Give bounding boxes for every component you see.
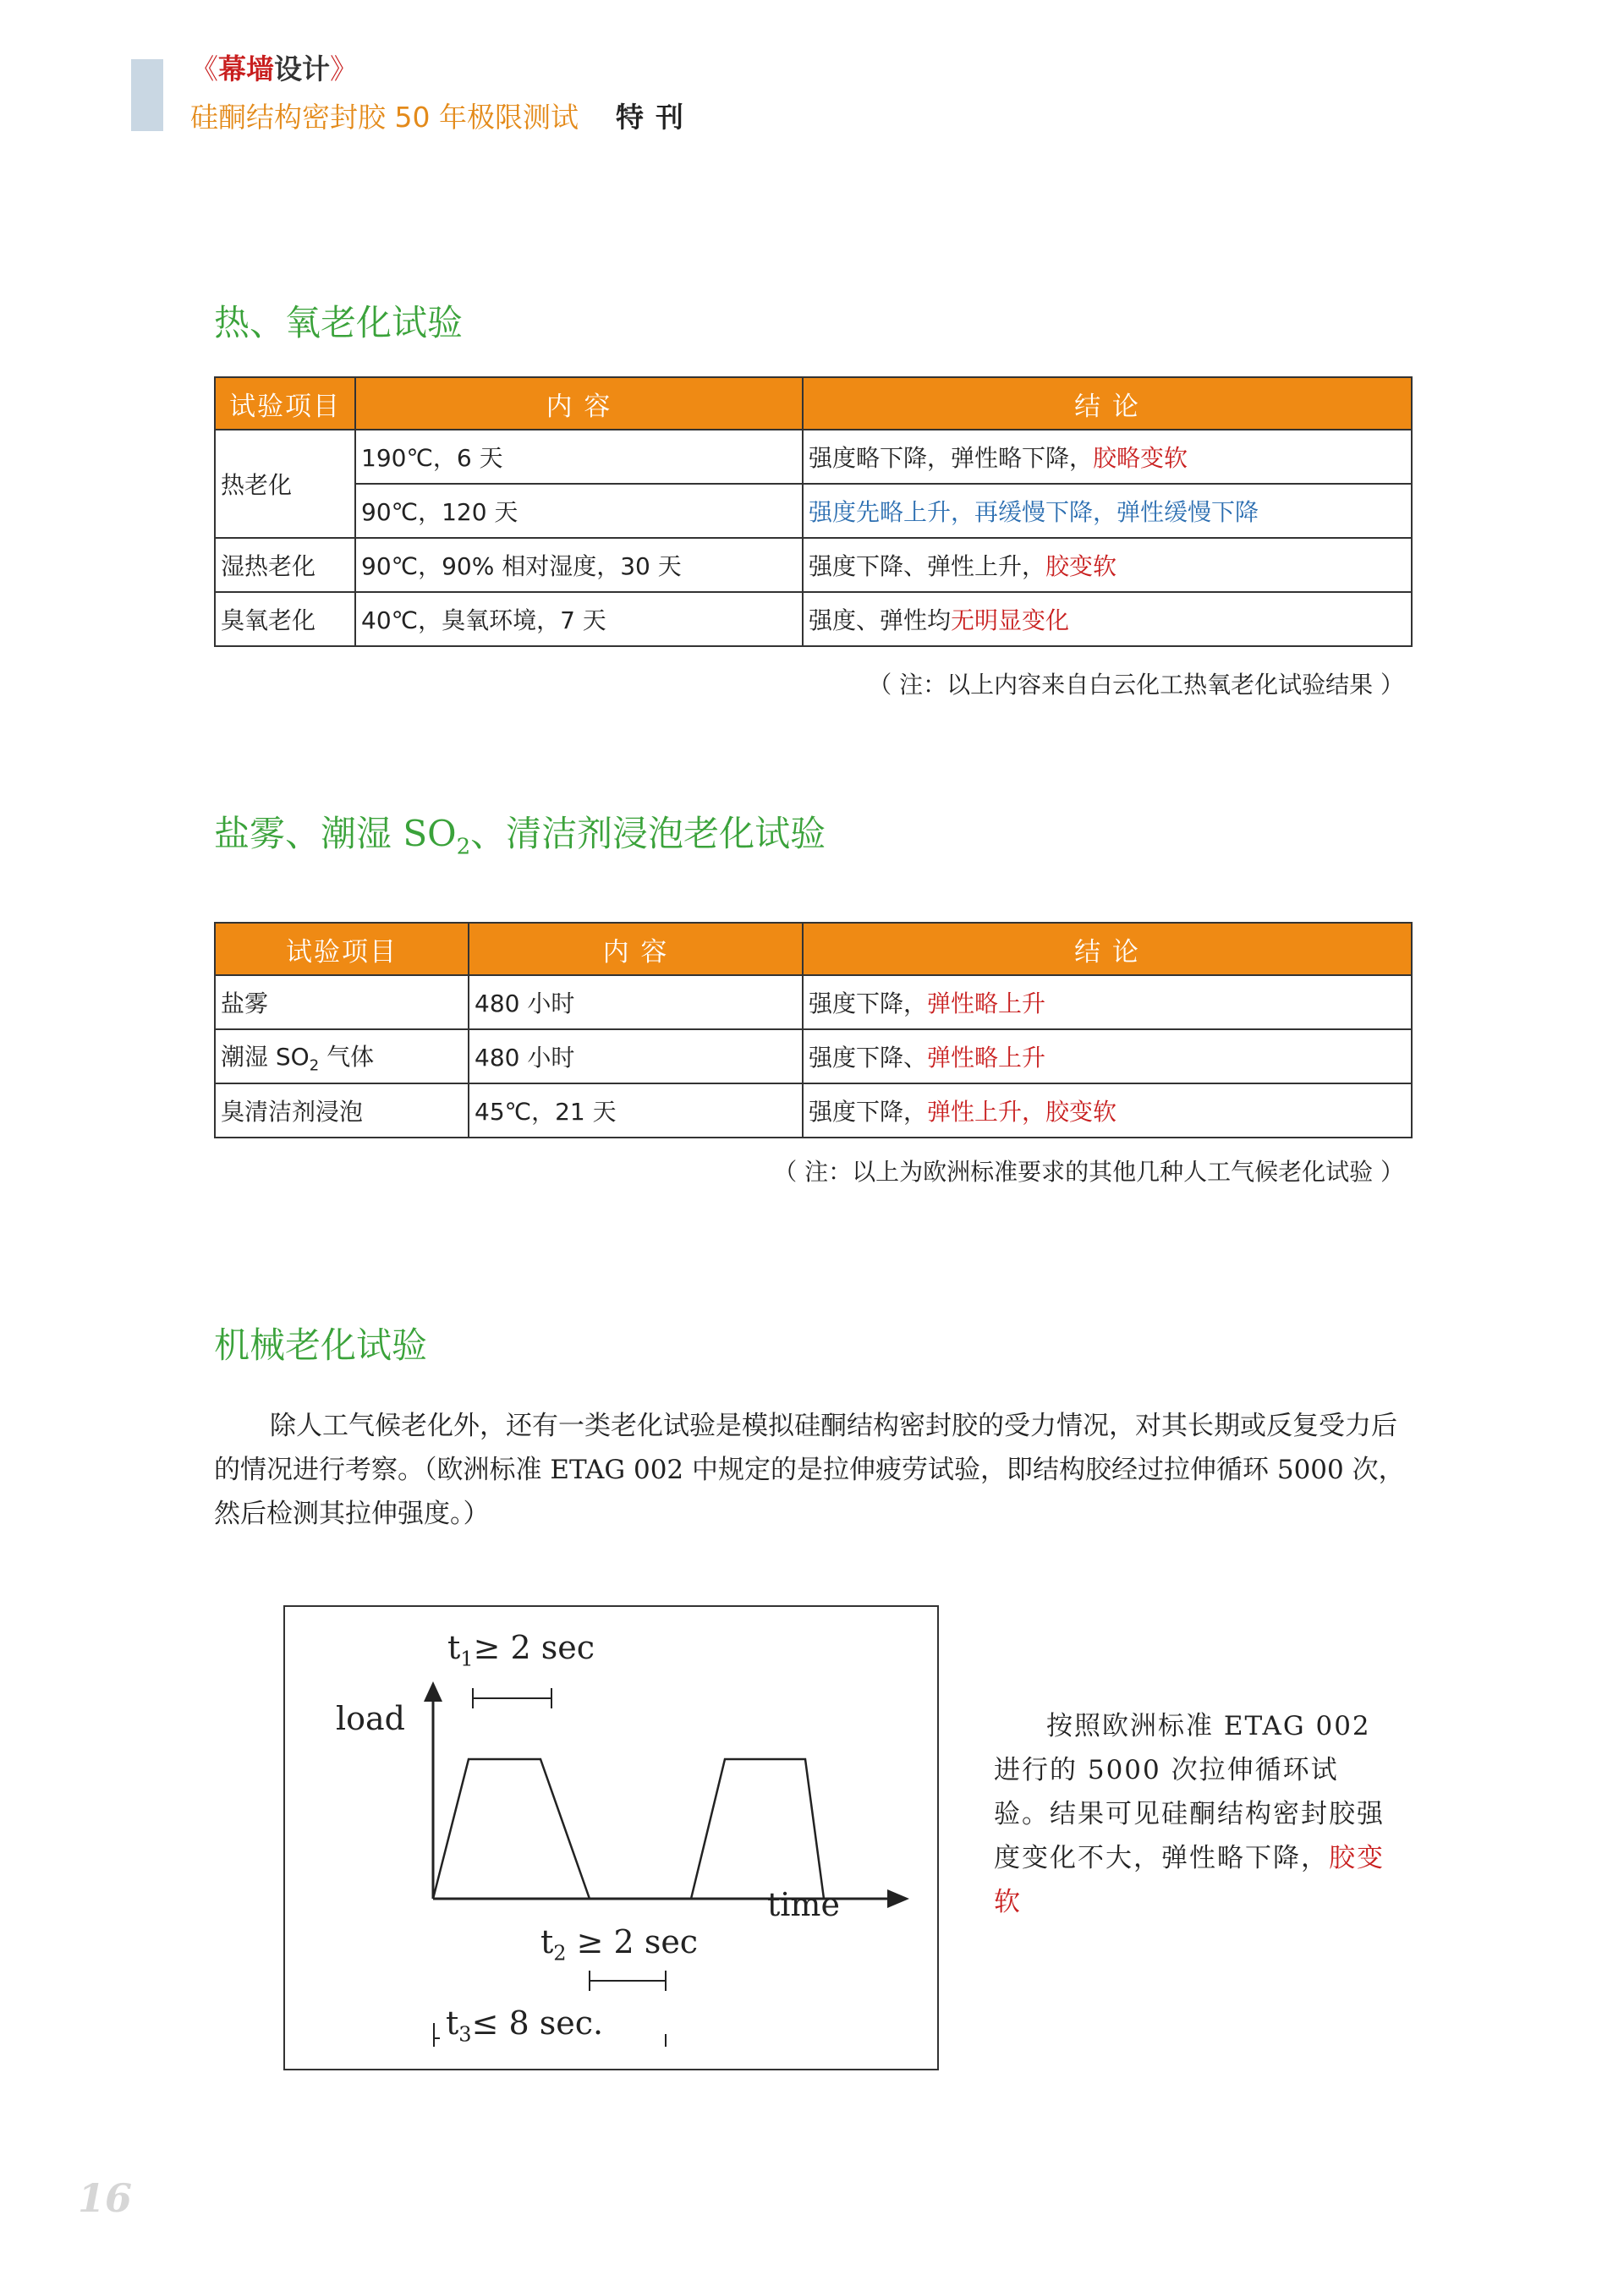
t1-rest: ≥ 2 sec xyxy=(473,1629,595,1666)
diagram-svg xyxy=(285,1607,941,2072)
t1-label xyxy=(447,1629,595,1678)
conclusion-highlight: 胶略变软 xyxy=(1093,444,1188,472)
cell-item: 湿热老化 xyxy=(215,538,355,592)
bracket-close: 》 xyxy=(330,52,358,85)
t3-label xyxy=(446,2004,603,2053)
special-issue-label: 特刊 xyxy=(616,101,695,134)
section2-title-part2: 、清洁剂浸泡老化试验 xyxy=(470,813,826,854)
table-row xyxy=(215,1083,1412,1138)
conclusion-text: 强度、弹性均 xyxy=(809,606,952,634)
cell-content: 90℃，120 天 xyxy=(355,484,803,538)
description-highlight: 胶变软 xyxy=(994,1843,1385,1917)
header-content: 内 容 xyxy=(469,923,803,975)
page-number: 16 xyxy=(78,2175,133,2221)
header-item: 试验项目 xyxy=(215,377,355,430)
conclusion-highlight: 强度先略上升，再缓慢下降，弹性缓慢下降 xyxy=(809,498,1259,526)
cell-item: 盐雾 xyxy=(215,975,469,1029)
time-axis-arrow xyxy=(887,1889,909,1908)
t3-rest: ≤ 8 sec. xyxy=(471,2004,604,2042)
cell-conclusion xyxy=(803,592,1412,646)
conclusion-text: 强度下降， xyxy=(809,1098,928,1126)
table-row xyxy=(215,1029,1412,1083)
item-text: 潮湿 SO xyxy=(221,1042,310,1071)
conclusion-text: 强度下降、弹性上升， xyxy=(809,552,1046,580)
description-text: 按照欧洲标准 ETAG 002 进行的 5000 次拉伸循环试验。结果可见硅酮结构密封胶强度变化不大，弹性略下降， xyxy=(994,1711,1385,1873)
cell-item: 热老化 xyxy=(215,430,355,538)
conclusion-highlight: 弹性略上升 xyxy=(927,1044,1046,1072)
t1-base: t xyxy=(447,1629,461,1666)
section2-title-sub: 2 xyxy=(456,834,471,860)
cell-content: 190℃，6 天 xyxy=(355,430,803,484)
t2-label xyxy=(540,1923,698,1972)
cell-item xyxy=(215,1029,469,1083)
t3-base: t xyxy=(446,2004,459,2042)
conclusion-text: 强度下降， xyxy=(809,990,928,1017)
header-conclusion: 结 论 xyxy=(803,923,1412,975)
cell-item: 臭清洁剂浸泡 xyxy=(215,1083,469,1138)
item-sub: 2 xyxy=(309,1056,320,1075)
header-conclusion: 结 论 xyxy=(803,377,1412,430)
table-row xyxy=(215,430,1412,484)
table-row xyxy=(215,975,1412,1029)
section3-paragraph xyxy=(214,1404,1411,1536)
conclusion-highlight: 弹性上升，胶变软 xyxy=(927,1098,1117,1126)
cell-content: 40℃，臭氧环境，7 天 xyxy=(355,592,803,646)
section2-title xyxy=(214,812,826,869)
cell-content: 480 小时 xyxy=(469,1029,803,1083)
item-text: 气体 xyxy=(319,1042,375,1071)
load-axis-arrow xyxy=(424,1681,442,1702)
conclusion-highlight: 弹性略上升 xyxy=(927,990,1046,1017)
load-time-diagram xyxy=(283,1605,939,2070)
header-content: 内 容 xyxy=(355,377,803,430)
cell-conclusion xyxy=(803,1083,1412,1138)
t3-sub: 3 xyxy=(458,2022,472,2047)
t1-sub: 1 xyxy=(460,1647,474,1671)
cell-content: 480 小时 xyxy=(469,975,803,1029)
cell-conclusion xyxy=(803,430,1412,484)
section2-title-part1: 盐雾、潮湿 SO xyxy=(214,813,457,854)
t2-rest: ≥ 2 sec xyxy=(566,1923,699,1960)
cell-content: 45℃，21 天 xyxy=(469,1083,803,1138)
t2-base: t xyxy=(540,1923,554,1960)
conclusion-highlight: 无明显变化 xyxy=(951,606,1070,634)
header-accent-bar xyxy=(131,59,163,131)
cell-conclusion xyxy=(803,975,1412,1029)
table-header-row xyxy=(215,923,1412,975)
conclusion-text: 强度下降、 xyxy=(809,1044,928,1072)
magazine-title xyxy=(190,52,358,86)
section2-note: （ 注：以上为欧洲标准要求的其他几种人工气候老化试验 ） xyxy=(773,1158,1404,1186)
cell-conclusion xyxy=(803,1029,1412,1083)
cell-content: 90℃，90% 相对湿度，30 天 xyxy=(355,538,803,592)
conclusion-highlight: 胶变软 xyxy=(1045,552,1117,580)
section1-table xyxy=(214,376,1413,647)
issue-subtitle: 硅酮结构密封胶 50 年极限测试 xyxy=(190,101,579,134)
diagram-description xyxy=(994,1704,1391,1924)
brand-red: 幕墙 xyxy=(218,52,274,85)
section1-note: （ 注：以上内容来自白云化工热氧老化试验结果 ） xyxy=(868,671,1404,699)
time-label: time xyxy=(767,1886,840,1923)
section3-title: 机械老化试验 xyxy=(214,1324,428,1366)
cell-conclusion xyxy=(803,484,1412,538)
load-waveform xyxy=(433,1759,824,1899)
table-row xyxy=(215,538,1412,592)
section2-table xyxy=(214,922,1413,1138)
table-row xyxy=(215,484,1412,538)
paragraph-text: 除人工气候老化外，还有一类老化试验是模拟硅酮结构密封胶的受力情况，对其长期或反复受力后的情况进行考察。（欧洲标准 ETAG 002 中规定的是拉伸疲劳试验，即结构胶经过拉伸循环 5000 次，然后检测其拉伸强度。） xyxy=(214,1411,1405,1529)
brand-dark: 设计 xyxy=(274,52,330,85)
header-item: 试验项目 xyxy=(215,923,469,975)
table-row xyxy=(215,592,1412,646)
section1-title: 热、氧老化试验 xyxy=(214,302,464,343)
cell-item: 臭氧老化 xyxy=(215,592,355,646)
table-header-row xyxy=(215,377,1412,430)
conclusion-text: 强度略下降，弹性略下降， xyxy=(809,444,1094,472)
t2-sub: 2 xyxy=(553,1941,567,1966)
load-label: load xyxy=(336,1700,406,1737)
cell-conclusion xyxy=(803,538,1412,592)
bracket-open: 《 xyxy=(190,52,218,85)
